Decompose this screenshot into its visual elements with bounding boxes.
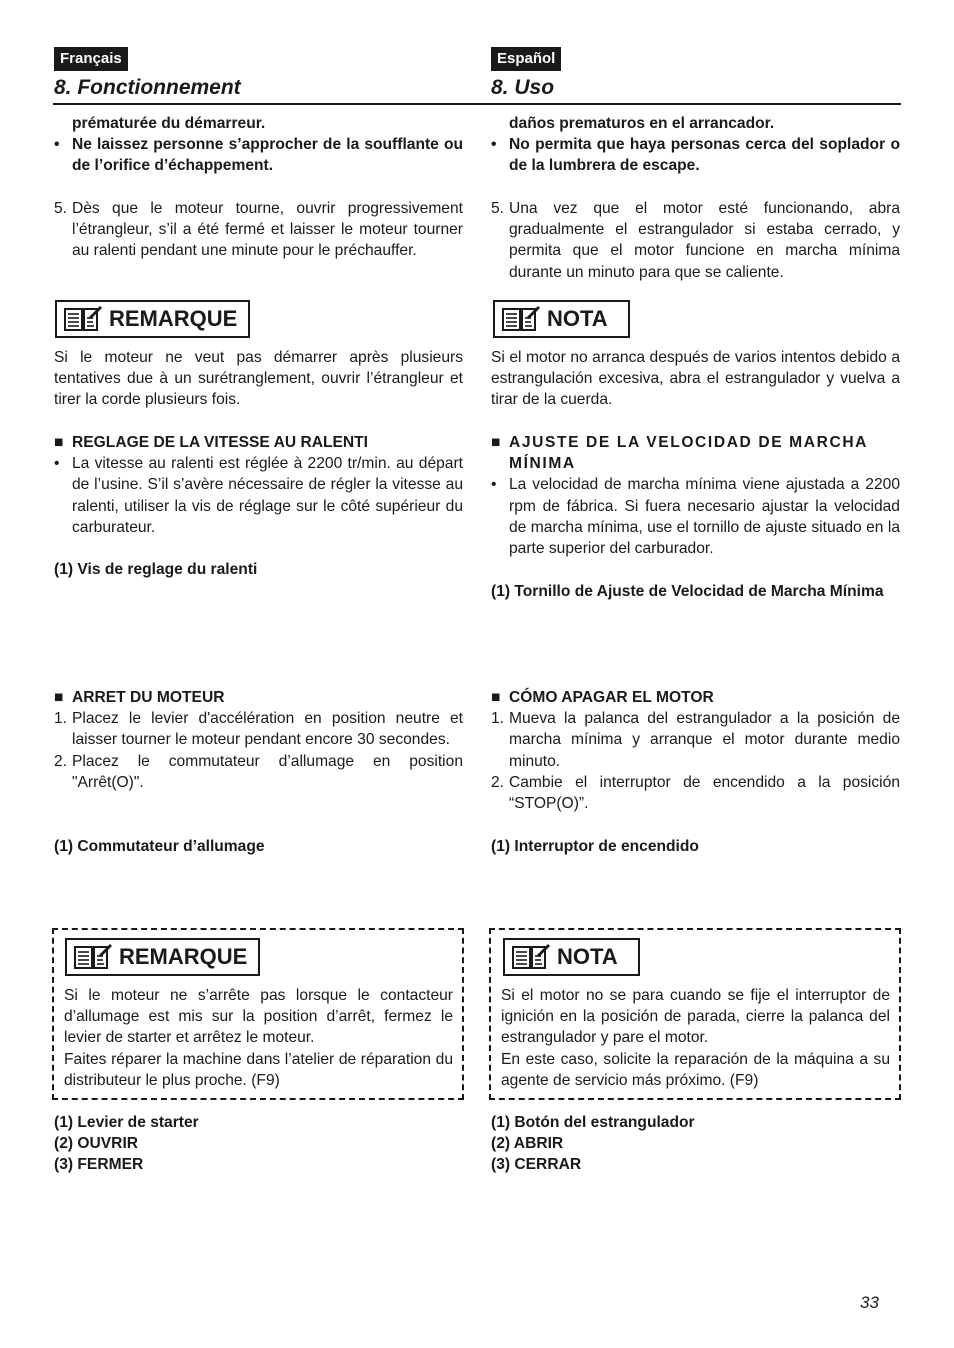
warning-bullet: • No permita que haya personas cerca del soplador o de la lumbrera de escape. [491, 136, 900, 175]
idle-speed-section: ■ REGLAGE DE LA VITESSE AU RALENTI • La vitesse au ralenti est réglée à 2200 tr/min. au départ de l’usine. S’il s’avère nécessaire de régler la vitesse au ralenti, utiliser la vis de réglage sur le côté supérieur du carburateur. [54, 434, 463, 536]
remarque-text: Si le moteur ne veut pas démarrer après plusieurs tentatives due à un surétranglement, ouvrir l’étrangleur et tirer la corde plusieurs fois. [54, 349, 463, 409]
note-book-icon [73, 943, 113, 971]
warning-bullet: • Ne laissez personne s’approcher de la soufflante ou de l’orifice d’échappement. [54, 136, 463, 175]
nota-2-text: Si el motor no se para cuando se fije el interruptor de ignición en la posición de parada, cierre la palanca del estrangulador y pare el motor. En este caso, solicite la reparación de la máquina a su agente de servicio más próximo. (F9) [501, 987, 890, 1089]
idle-speed-section: ■ AJUSTE DE LA VELOCIDAD DE MARCHA MÍNIMA • La velocidad de marcha mínima viene ajustada a 2200 rpm de fábrica. Si fuera necesario ajustar la velocidad de marcha mínima, use el tornillo de ajuste situado en la parte superior del carburador. [491, 434, 900, 558]
spanish-column [491, 0, 900, 1348]
stop-engine-section: ■ ARRET DU MOTEUR 1. Placez le levier d'accélération en position neutre et laisser tourner le moteur pendant encore 30 secondes. 2. Placez le commutateur d’allumage en position "Arrêt(O)". [54, 689, 463, 791]
remarque-2-text: Si le moteur ne s’arrête pas lorsque le contacteur d’allumage est mis sur la position d’arrêt, fermez le levier de starter et arrêtez le moteur. Faites réparer la machine dans l’atelier de réparation du distributeur le plus proche. (F9) [64, 987, 453, 1089]
nota-text: Si el motor no arranca después de varios intentos debido a estrangulación excesiva, abra el estrangulador y vuelva a tirar de la cuerda. [491, 349, 900, 409]
choke-captions: (1) Levier de starter (2) OUVRIR (3) FERMER [54, 1114, 199, 1174]
spanish-intro: daños prematuros en el arrancador. • No permita que haya personas cerca del soplador o de la lumbrera de escape. [491, 113, 900, 177]
step-5: 5. Dès que le moteur tourne, ouvrir progressivement l’étrangleur, s’il a été fermé et laisser le moteur tourner au ralenti pendant une minute pour le préchauffer. [54, 200, 463, 260]
nota-box-2: NOTA [503, 938, 640, 976]
remarque-box-2: REMARQUE [65, 938, 260, 976]
idle-caption: (1) Vis de reglage du ralenti [54, 561, 258, 578]
french-intro: prématurée du démarreur. • Ne laissez personne s’approcher de la soufflante ou de l’orifice d’échappement. [54, 113, 463, 177]
nota-box: NOTA [493, 300, 630, 338]
section-title-french: 8. Fonctionnement [54, 76, 241, 99]
stop-heading: ■ ARRET DU MOTEUR [54, 689, 225, 706]
language-tab-french: Français [54, 47, 128, 71]
language-tab-spanish: Español [491, 47, 561, 71]
idle-heading: ■ AJUSTE DE LA VELOCIDAD DE MARCHA MÍNIMA [491, 434, 868, 473]
idle-caption: (1) Tornillo de Ajuste de Velocidad de Marcha Mínima [491, 583, 884, 600]
note-book-icon [511, 943, 551, 971]
choke-captions: (1) Botón del estrangulador (2) ABRIR (3) CERRAR [491, 1114, 695, 1174]
idle-heading: ■ REGLAGE DE LA VITESSE AU RALENTI [54, 434, 369, 451]
section-title-spanish: 8. Uso [491, 76, 555, 99]
note-book-icon [63, 305, 103, 333]
stop-engine-section: ■ CÓMO APAGAR EL MOTOR 1. Mueva la palanca del estrangulador a la posición de marcha mínima y arranque el motor durante medio minuto. 2. Cambie el interruptor de encendido a la posición “STOP(O)”. [491, 689, 900, 813]
step-5: 5. Una vez que el motor esté funcionando, abra gradualmente el estrangulador si estaba cerrado, y permita que el motor funcione en marcha mínima durante un minuto para que se caliente. [491, 200, 900, 281]
stop-caption: (1) Interruptor de encendido [491, 838, 699, 855]
remarque-box: REMARQUE [55, 300, 250, 338]
note-book-icon [501, 305, 541, 333]
french-column [54, 0, 463, 1348]
stop-heading: ■ CÓMO APAGAR EL MOTOR [491, 689, 714, 706]
stop-caption: (1) Commutateur d’allumage [54, 838, 265, 855]
page-number: 33 [860, 1293, 879, 1312]
